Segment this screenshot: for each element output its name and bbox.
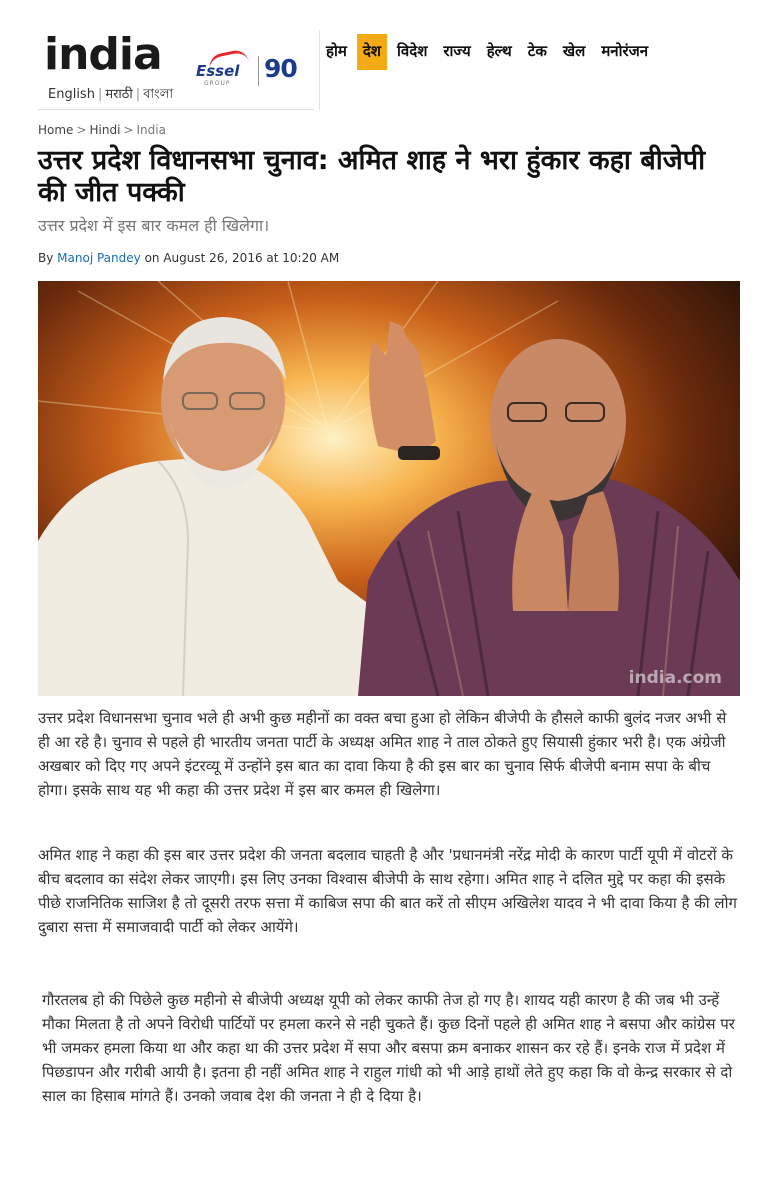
article-subtitle: उत्तर प्रदेश में इस बार कमल ही खिलेगा। bbox=[38, 216, 270, 235]
nav-item-home[interactable]: होम bbox=[326, 42, 347, 60]
nav-item-tech[interactable]: टेक bbox=[527, 42, 547, 60]
publish-date: August 26, 2016 at 10:20 AM bbox=[163, 251, 340, 265]
logo-block bbox=[38, 30, 314, 110]
article-paragraph: गौरतलब हो की पिछेले कुछ महीनो से बीजेपी अध्यक्ष यूपी को लेकर काफी तेज हो गए है। शायद यही कारण है की जब भी उन्हें मौका मिलता है तो अपने विरोधी पार्टियों पर हमला करने से नही चुकते हैं। कुछ दिनों पहले ही अमित शाह ने बसपा और कांग्रेस पर भी जमकर हमला किया था और कहा था की उत्तर प्रदेश में सपा और बसपा क्रम बनाकर शासन कर रहे हैं। इनके राज में प्रदेश में पिछडापन और गरीबी आयी है। इतना ही नहीं अमित शाह ने राहुल गांधी को भी आड़े हाथों लेते हुए कहा कि वो केन्द्र सरकार से दो साल का हिसाब मांगते हैं। उनको जवाब देश की जनता ने ही दे दिया है। bbox=[42, 991, 735, 1105]
anniversary-logo bbox=[264, 54, 297, 83]
language-separator: | bbox=[97, 87, 103, 102]
breadcrumb-separator: > bbox=[76, 123, 87, 137]
essel-group-logo bbox=[194, 52, 254, 86]
article-paragraph: उत्तर प्रदेश विधानसभा चुनाव भले ही अभी कुछ महीनों का वक्त बचा हुआ हो लेकिन बीजेपी के हौसले काफी बुलंद नजर अभी से ही आ रहे है। चुनाव से पहले ही भारतीय जनता पार्टी के अध्यक्ष अमित शाह ने ताल ठोकते हुए सियासी हुंकार भरी है। एक अंग्रेजी अखबार को दिए गए अपने इंटरव्यू में उन्होंने इस बात का दावा किया है की इस बार का चुनाव सिर्फ बीजेपी बनाम सपा के बीच होगा। इसके साथ यह भी कहा की उत्तर प्रदेश में इस बार कमल ही खिलेगा। bbox=[38, 709, 727, 799]
nav-item-health[interactable]: हेल्थ bbox=[486, 42, 512, 60]
article-hero-image bbox=[38, 281, 740, 696]
anniversary-number: 90 bbox=[264, 54, 297, 83]
nav-item-khel[interactable]: खेल bbox=[562, 42, 586, 60]
language-switcher bbox=[48, 84, 173, 106]
author-link[interactable]: Manoj Pandey bbox=[57, 251, 141, 265]
nav-item-manoranjan[interactable]: मनोरंजन bbox=[601, 42, 649, 60]
article-title: उत्तर प्रदेश विधानसभा चुनाव: अमित शाह ने भरा हुंकार कहा बीजेपी की जीत पक्की bbox=[38, 145, 706, 208]
breadcrumb bbox=[38, 123, 166, 137]
language-separator: | bbox=[135, 87, 141, 102]
site-header bbox=[0, 0, 782, 112]
breadcrumb-hindi[interactable]: Hindi bbox=[89, 123, 121, 137]
breadcrumb-home[interactable]: Home bbox=[38, 123, 74, 137]
essel-logo-subtext: GROUP bbox=[204, 80, 231, 87]
nav-item-videsh[interactable]: विदेश bbox=[397, 42, 428, 60]
main-nav bbox=[320, 34, 658, 70]
image-watermark: india.com bbox=[628, 668, 722, 688]
nav-item-rajya[interactable]: राज्य bbox=[443, 42, 471, 60]
breadcrumb-current: India bbox=[136, 123, 166, 137]
byline-date-prefix: on bbox=[144, 251, 160, 265]
article-byline bbox=[38, 251, 339, 265]
byline-prefix: By bbox=[38, 251, 54, 265]
language-link-english[interactable]: English bbox=[48, 87, 95, 102]
language-link-marathi[interactable]: मराठी bbox=[105, 87, 133, 102]
hero-illustration bbox=[38, 281, 740, 696]
language-link-bengali[interactable]: বাংলা bbox=[143, 87, 174, 102]
essel-logo-text: Essel bbox=[196, 62, 240, 80]
site-logo[interactable]: india bbox=[44, 29, 162, 80]
logo-divider bbox=[258, 56, 259, 86]
breadcrumb-separator: > bbox=[123, 123, 134, 137]
nav-item-desh[interactable]: देश bbox=[357, 34, 387, 70]
article-paragraph: अमित शाह ने कहा की इस बार उत्तर प्रदेश की जनता बदलाव चाहती है और 'प्रधानमंत्री नरेंद्र मोदी के कारण पार्टी यूपी में वोटरों के बीच बदलाव का संदेश लेकर जाएगी। इस लिए उनका विश्वास बीजेपी के साथ रहेगा। अमित शाह ने दलित मुद्दे पर कहा की इसके पीछे राजनितिक साजिश है तो दूसरी तरफ सत्ता में काबिज सपा की बात करें तो सीएम अखिलेश यादव ने भी दावा किया है की लोग दुबारा सत्ता में समाजवादी पार्टी को लेकर आयेंगे। bbox=[38, 846, 737, 936]
